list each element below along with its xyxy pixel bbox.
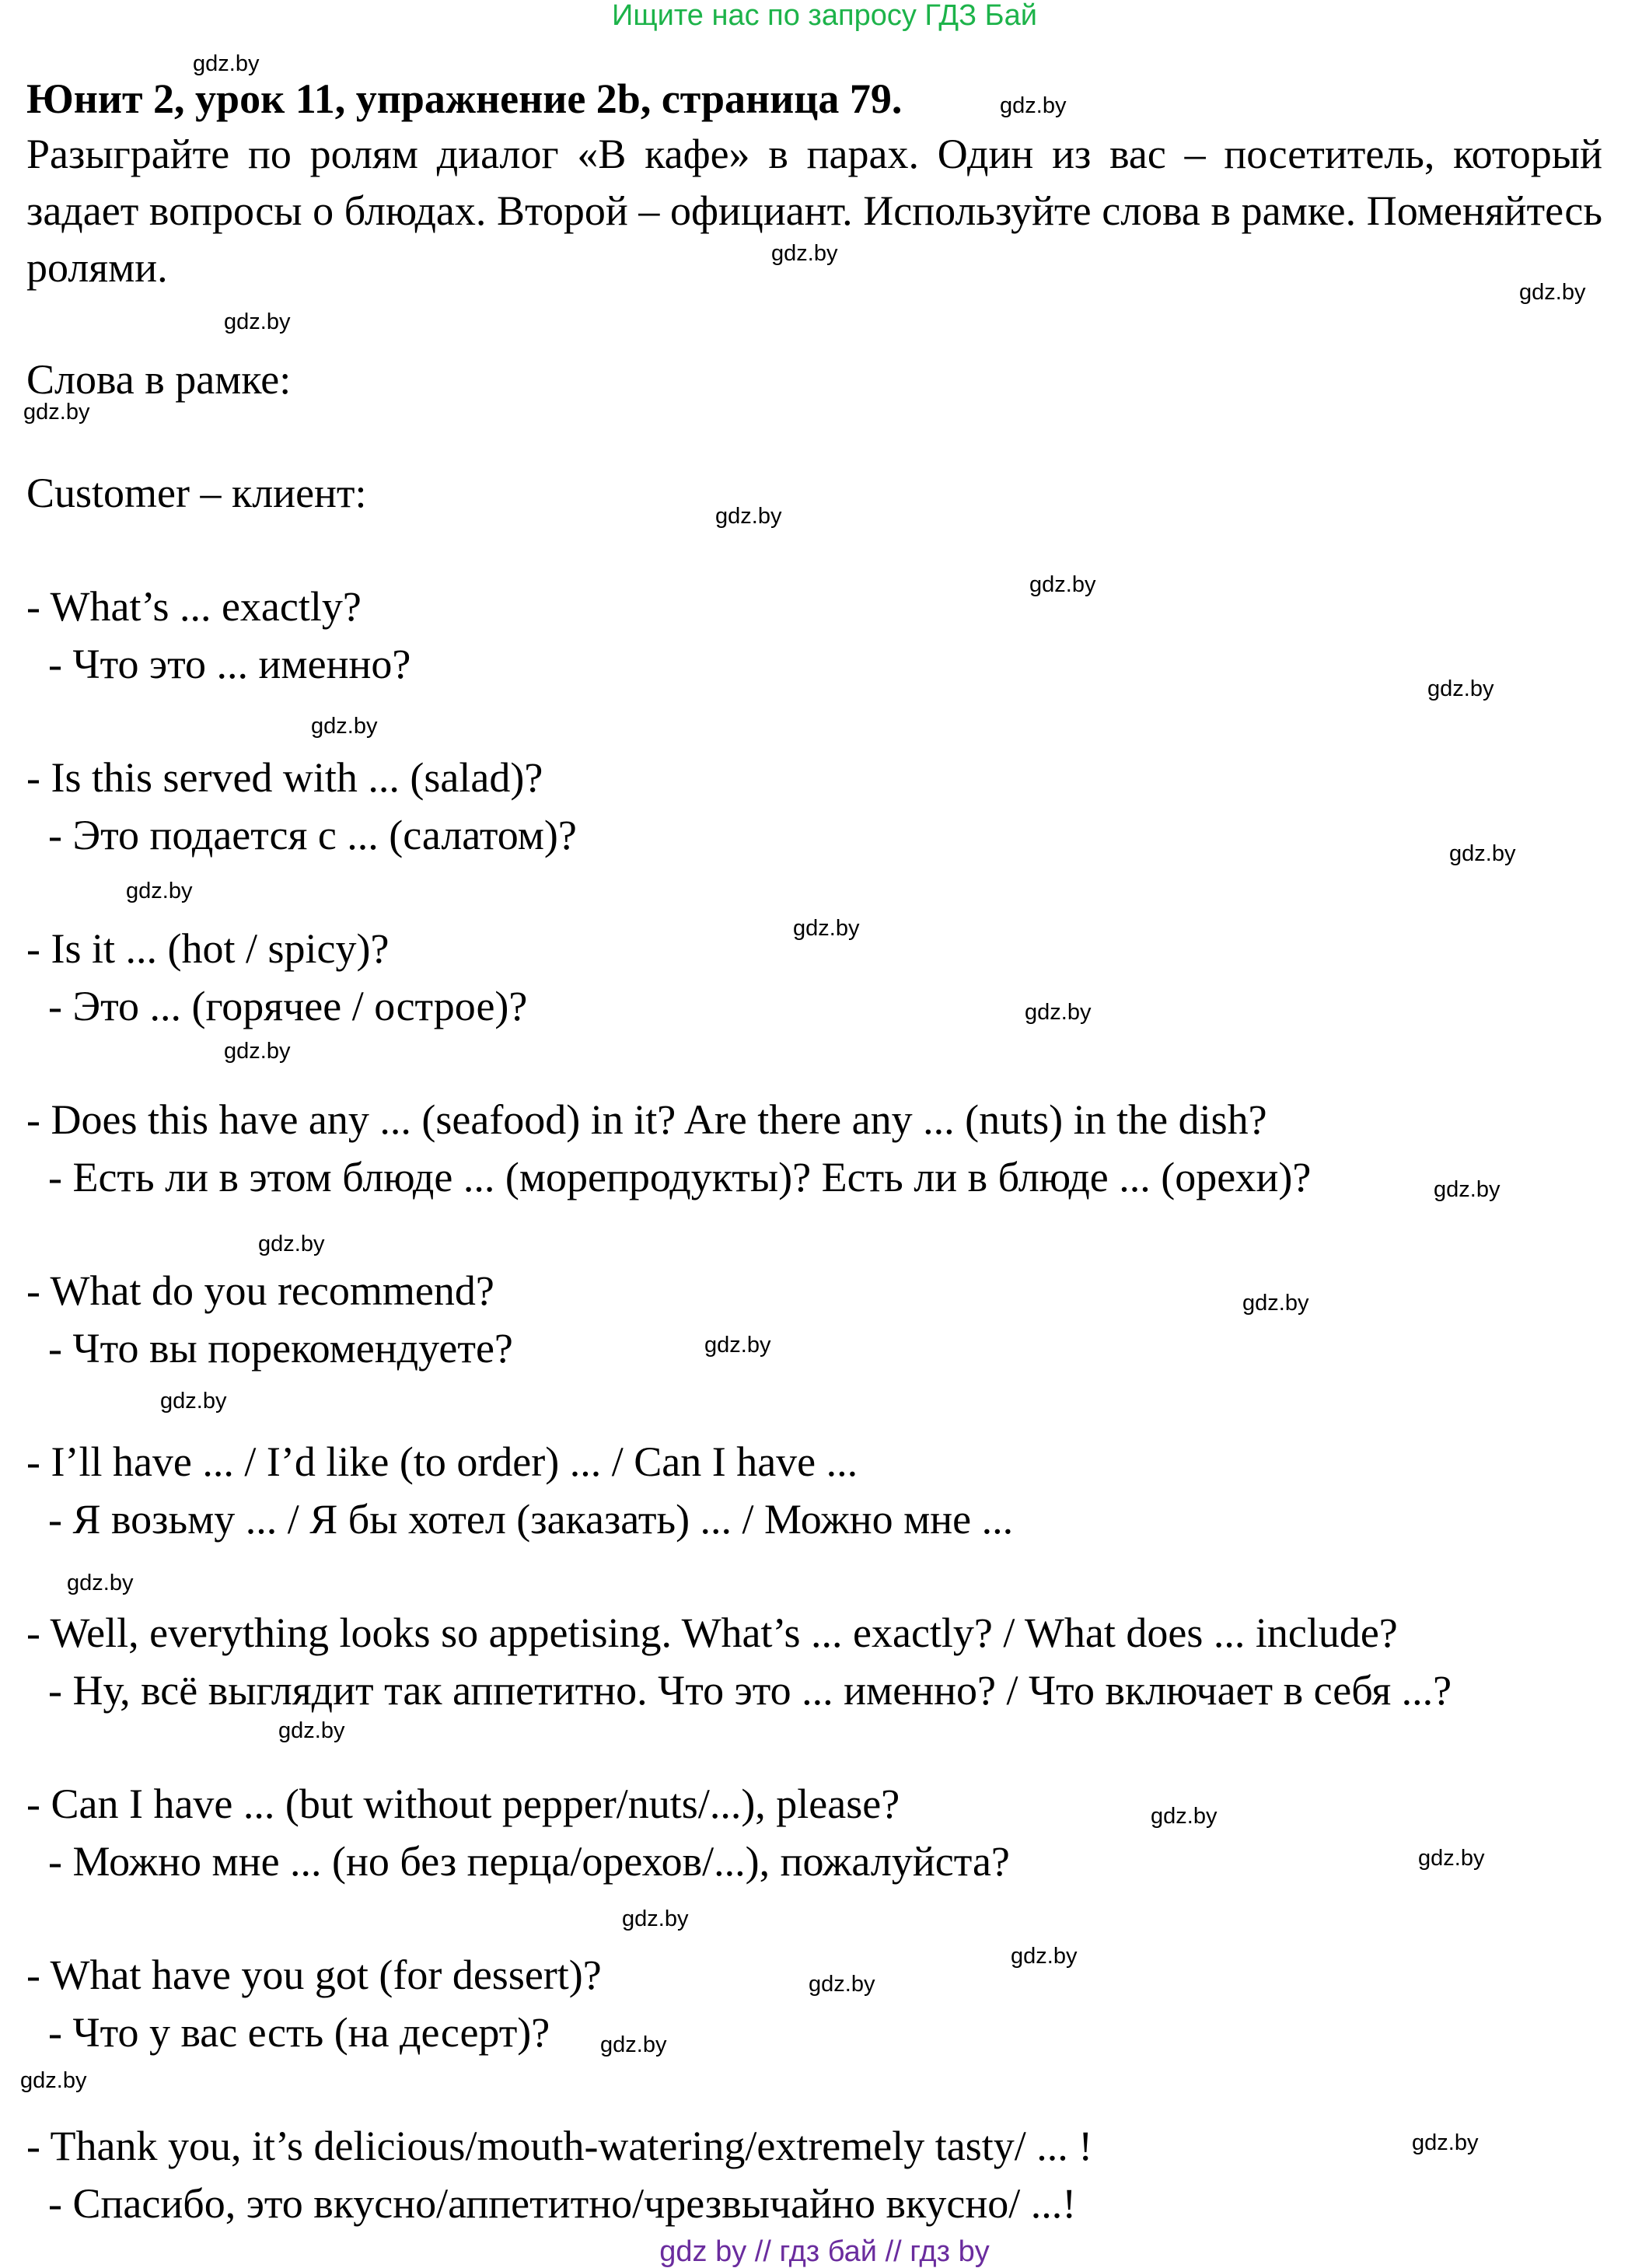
- watermark: gdz.by: [793, 916, 860, 941]
- phrase-4-en: - Does this have any ... (seafood) in it? Are there any ... (nuts) in the dish?: [26, 1096, 1267, 1143]
- watermark: gdz.by: [258, 1232, 325, 1256]
- phrase-3-ru: - Это ... (горячее / острое)?: [48, 983, 528, 1029]
- watermark: gdz.by: [771, 241, 838, 266]
- phrase-9-en: - What have you got (for dessert)?: [26, 1952, 602, 1998]
- watermark: gdz.by: [1434, 1177, 1501, 1202]
- watermark: gdz.by: [1011, 1944, 1078, 1969]
- watermark: gdz.by: [224, 309, 291, 334]
- phrase-9-ru: - Что у вас есть (на десерт)?: [48, 2009, 550, 2056]
- watermark: gdz.by: [704, 1333, 771, 1358]
- watermark: gdz.by: [1418, 1846, 1485, 1871]
- watermark: gdz.by: [1025, 1000, 1092, 1025]
- phrase-7-ru: - Ну, всё выглядит так аппетитно. Что это ... именно? / Что включает в себя ...?: [48, 1667, 1452, 1714]
- phrase-2-ru: - Это подается с ... (салатом)?: [48, 812, 577, 858]
- exercise-instructions: Разыграйте по ролям диалог «В кафе» в парах. Один из вас – посетитель, который задает вопросы о блюдах. Второй – официант. Используйте слова в рамке. Поменяйтесь ролями.: [26, 131, 1602, 291]
- phrase-1-en: - What’s ... exactly?: [26, 583, 362, 630]
- phrase-8-en: - Can I have ... (but without pepper/nuts/...), please?: [26, 1781, 900, 1827]
- watermark: gdz.by: [715, 504, 782, 529]
- watermark: gdz.by: [193, 51, 260, 76]
- watermark: gdz.by: [311, 714, 378, 739]
- watermark: gdz.by: [1519, 280, 1586, 305]
- watermark: gdz.by: [1242, 1291, 1309, 1316]
- phrase-5-ru: - Что вы порекомендуете?: [48, 1325, 513, 1372]
- bottom-banner[interactable]: gdz by // гдз бай // гдз by: [659, 2235, 990, 2268]
- top-banner[interactable]: Ищите нас по запросу ГДЗ Бай: [612, 0, 1037, 32]
- phrase-10-ru: - Спасибо, это вкусно/аппетитно/чрезвычайно вкусно/ ...!: [48, 2180, 1077, 2227]
- watermark: gdz.by: [23, 400, 90, 425]
- watermark: gdz.by: [67, 1571, 134, 1595]
- phrase-10-en: - Thank you, it’s delicious/mouth-watering/extremely tasty/ ... !: [26, 2123, 1093, 2169]
- watermark: gdz.by: [278, 1718, 345, 1743]
- watermark: gdz.by: [1412, 2130, 1479, 2155]
- watermark: gdz.by: [1449, 841, 1516, 866]
- watermark: gdz.by: [1000, 93, 1067, 118]
- watermark: gdz.by: [20, 2068, 87, 2093]
- watermark: gdz.by: [224, 1039, 291, 1064]
- watermark: gdz.by: [126, 879, 193, 903]
- watermark: gdz.by: [600, 2032, 667, 2057]
- phrase-7-en: - Well, everything looks so appetising. What’s ... exactly? / What does ... include?: [26, 1609, 1398, 1656]
- box-label: Слова в рамке:: [26, 356, 292, 403]
- phrase-5-en: - What do you recommend?: [26, 1267, 494, 1314]
- watermark: gdz.by: [622, 1906, 689, 1931]
- phrase-8-ru: - Можно мне ... (но без перца/орехов/...), пожалуйста?: [48, 1838, 1010, 1885]
- page-title: Юнит 2, урок 11, упражнение 2b, страница 79.: [26, 75, 903, 122]
- phrase-2-en: - Is this served with ... (salad)?: [26, 754, 543, 801]
- customer-label: Customer – клиент:: [26, 470, 367, 516]
- watermark: gdz.by: [1427, 676, 1494, 701]
- watermark: gdz.by: [1029, 572, 1096, 597]
- phrase-4-ru: - Есть ли в этом блюде ... (морепродукты)? Есть ли в блюде ... (орехи)?: [48, 1154, 1312, 1200]
- watermark: gdz.by: [1151, 1804, 1218, 1829]
- phrase-3-en: - Is it ... (hot / spicy)?: [26, 925, 390, 972]
- watermark: gdz.by: [160, 1389, 227, 1414]
- phrase-6-ru: - Я возьму ... / Я бы хотел (заказать) ... / Можно мне ...: [48, 1496, 1014, 1543]
- phrase-6-en: - I’ll have ... / I’d like (to order) ... / Can I have ...: [26, 1438, 858, 1485]
- watermark: gdz.by: [809, 1972, 875, 1997]
- phrase-1-ru: - Что это ... именно?: [48, 641, 411, 687]
